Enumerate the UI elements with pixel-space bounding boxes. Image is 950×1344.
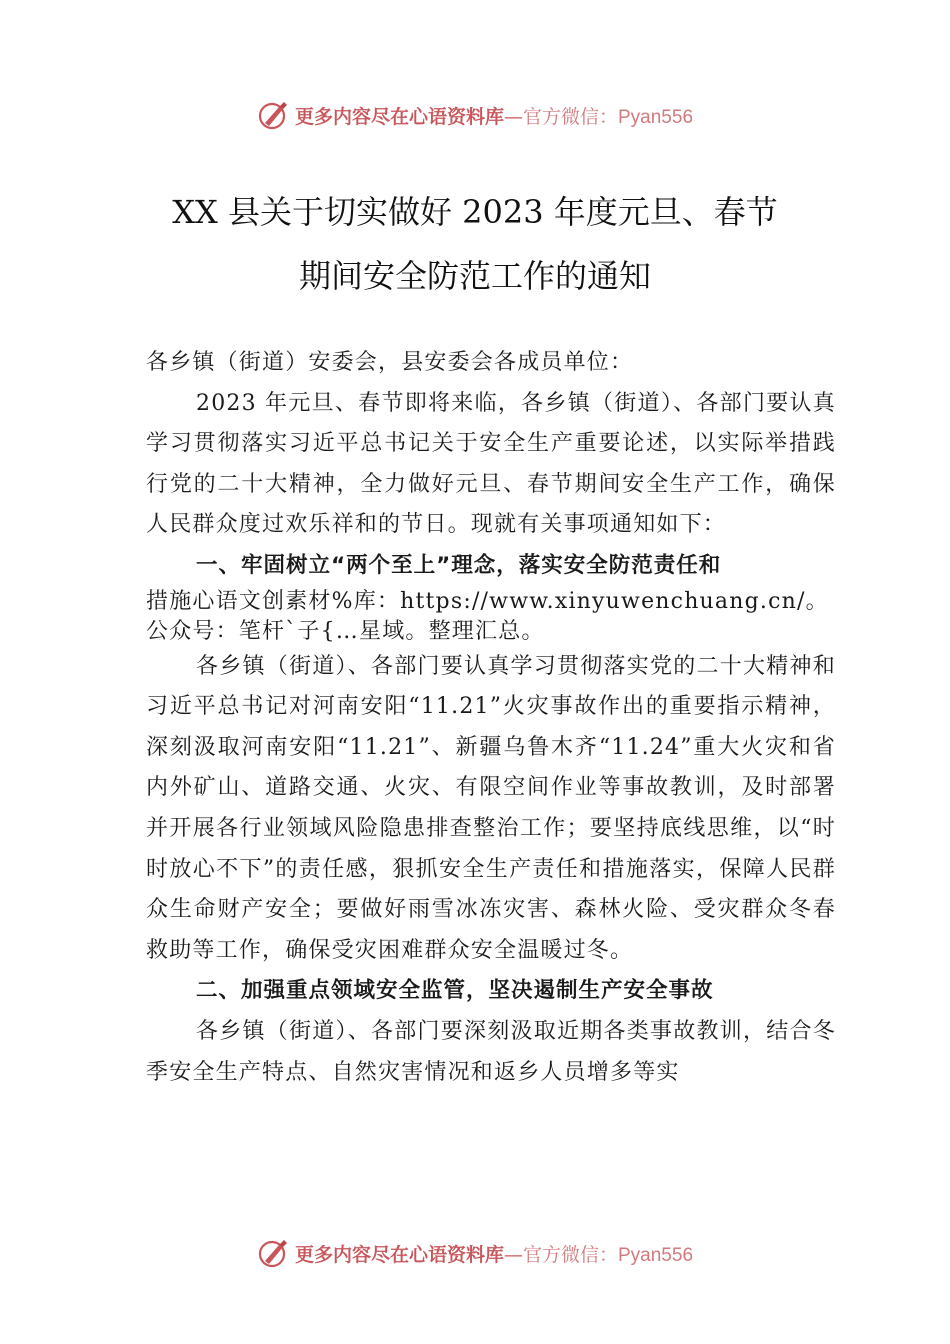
section-heading-1: 一、牢固树立“两个至上”理念，落实安全防范责任和 (196, 552, 722, 578)
source-note: 公众号：笔杆`子{…星域。整理汇总。 (146, 618, 545, 644)
pen-logo-icon (257, 1237, 289, 1269)
watermark-text (295, 1240, 693, 1267)
title-line-2: 期间安全防范工作的通知 (298, 257, 651, 295)
document-title (0, 180, 950, 308)
watermark-wechat-label: 官方微信： (522, 1243, 618, 1266)
watermark-banner-top (0, 95, 950, 135)
section-heading-1-continuation: 措施心语文创素材%库：https://www.xinyuwenchuang.cn/。 (146, 588, 829, 614)
watermark-dash: — (503, 1243, 523, 1266)
section-heading-2: 二、加强重点领域安全监管，坚决遏制生产安全事故 (196, 978, 714, 1004)
salutation: 各乡镇（街道）安委会，县安委会各成员单位： (146, 350, 634, 375)
watermark-wechat-label: 官方微信： (522, 105, 618, 128)
watermark-brand: 更多内容尽在心语资料库 (294, 105, 504, 128)
document-body (146, 343, 836, 1093)
watermark-wechat-id: Pyan556 (618, 1244, 694, 1266)
watermark-text (295, 102, 693, 129)
watermark-banner-bottom (0, 1233, 950, 1273)
section-1-paragraph: 各乡镇（街道）、各部门要认真学习贯彻落实党的二十大精神和习近平总书记对河南安阳“11.21”火灾事故作出的重要指示精神，深刻汲取河南安阳“11.21”、新疆乌鲁木齐“11.24”重大火灾和省内外矿山、道路交通、火灾、有限空间作业等事故教训，及时部署并开展各行业领域风险隐患排查整治工作；要坚持底线思维，以“时时放心不下”的责任感，狠抓安全生产责任和措施落实，保障人民群众生命财产安全；要做好雨雪冰冻灾害、森林火险、受灾群众冬春救助等工作，确保受灾困难群众安全温暖过冬。 (146, 653, 836, 963)
intro-paragraph: 2023 年元旦、春节即将来临，各乡镇（街道）、各部门要认真学习贯彻落实习近平总书记关于安全生产重要论述，以实际举措践行党的二十大精神，全力做好元旦、春节期间安全生产工作，确保人民群众度过欢乐祥和的节日。现就有关事项通知如下： (146, 390, 836, 538)
watermark-wechat-id: Pyan556 (618, 106, 694, 128)
section-2-paragraph: 各乡镇（街道）、各部门要深刻汲取近期各类事故教训，结合冬季安全生产特点、自然灾害情况和返乡人员增多等实 (146, 1018, 836, 1085)
watermark-brand: 更多内容尽在心语资料库 (294, 1243, 504, 1266)
watermark-dash: — (503, 105, 523, 128)
title-line-1: XX 县关于切实做好 2023 年度元旦、春节 (172, 193, 778, 231)
pen-logo-icon (257, 99, 289, 131)
